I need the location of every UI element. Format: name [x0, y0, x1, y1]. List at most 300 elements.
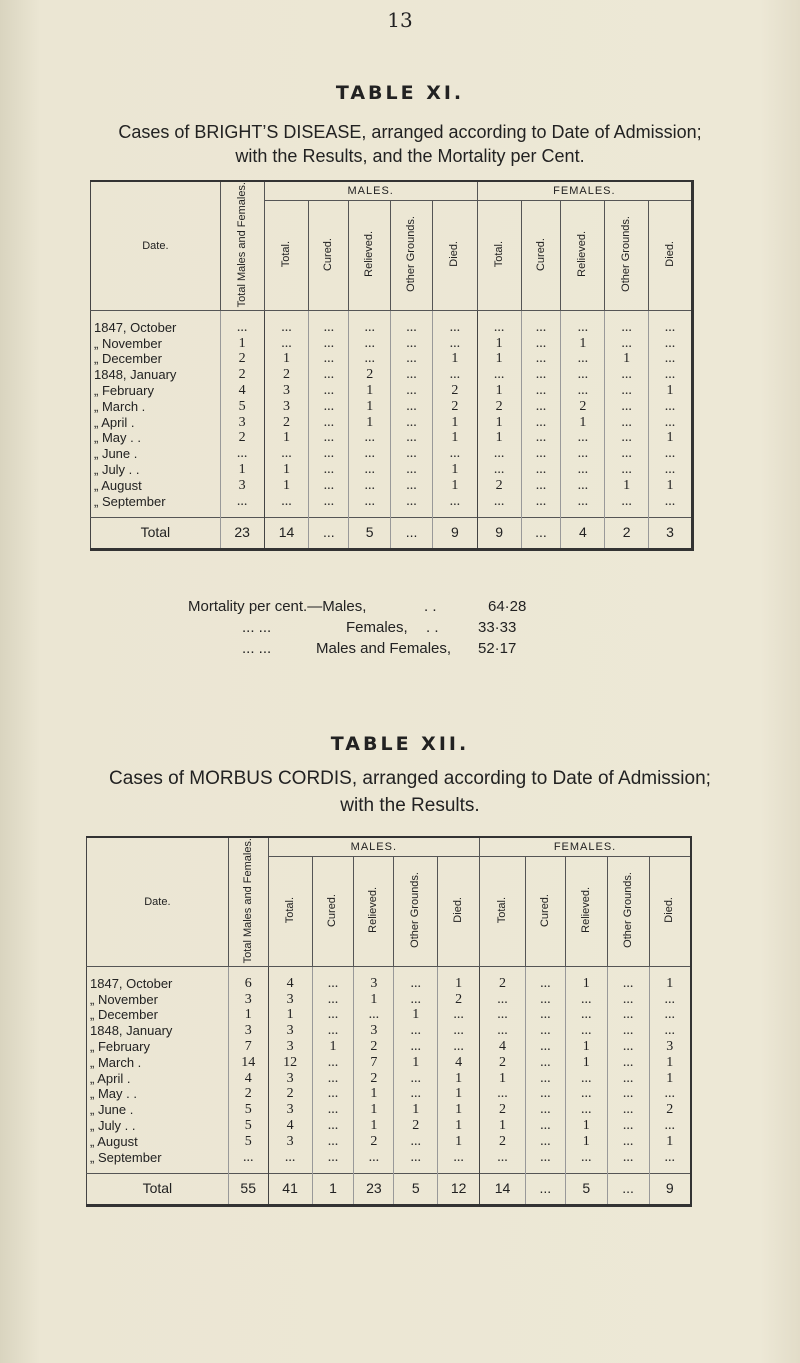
cell-total-mf: ... [228, 1149, 268, 1165]
col-total-mf-header: Total Males and Females. [220, 181, 264, 311]
cell-date: „ February [91, 383, 221, 399]
total-row [87, 1173, 692, 1205]
total-females-relieved: 5 [565, 1173, 607, 1205]
cell-males-cured: ... [312, 1118, 354, 1134]
cell-females-other: ... [607, 991, 649, 1007]
col-total-mf-header: Total Males and Females. [228, 837, 268, 967]
spacer-cell [91, 311, 221, 320]
cell-males-other: ... [394, 1070, 438, 1086]
cell-females-cured: ... [525, 1118, 565, 1134]
cell-date: „ March . [91, 398, 221, 414]
table-row [91, 398, 693, 414]
cell-females-total: ... [477, 319, 521, 335]
cell-females-died: ... [649, 319, 693, 335]
cell-females-total: ... [477, 446, 521, 462]
cell-males-other: ... [391, 351, 433, 367]
cell-total-mf: 5 [228, 1102, 268, 1118]
cell-males-died: ... [432, 493, 477, 509]
cell-females-cured: ... [525, 1007, 565, 1023]
spacer-cell [438, 1165, 480, 1174]
cell-total-mf: 7 [228, 1039, 268, 1055]
cell-males-died: ... [438, 1039, 480, 1055]
total-males-died: 9 [432, 517, 477, 549]
spacer-cell [312, 1165, 354, 1174]
cell-females-died: ... [649, 1086, 691, 1102]
cell-males-total: 1 [264, 462, 309, 478]
cell-date: „ June . [87, 1102, 229, 1118]
spacer-cell [605, 509, 649, 518]
spacer-cell [525, 1165, 565, 1174]
cell-total-mf: 3 [220, 477, 264, 493]
cell-females-died: ... [649, 462, 693, 478]
cell-females-died: 1 [649, 477, 693, 493]
cell-males-other: ... [391, 398, 433, 414]
table-row [91, 383, 693, 399]
cell-males-total: 12 [268, 1054, 312, 1070]
cell-males-cured: ... [312, 1086, 354, 1102]
cell-females-died: 3 [649, 1039, 691, 1055]
cell-females-cured: ... [525, 1149, 565, 1165]
cell-females-died: ... [649, 991, 691, 1007]
cell-males-died: 1 [432, 462, 477, 478]
cell-females-died: 1 [649, 1054, 691, 1070]
cell-males-other: 1 [394, 1007, 438, 1023]
cell-total-mf: 1 [220, 462, 264, 478]
cell-total-mf: 4 [220, 383, 264, 399]
cell-females-relieved: ... [561, 319, 605, 335]
table-11-caption [60, 120, 760, 168]
total-females-relieved: 4 [561, 517, 605, 549]
cell-males-total: 2 [264, 367, 309, 383]
mortality-males-label: Mortality per cent.—Males, [188, 598, 367, 615]
cell-females-cured: ... [525, 1102, 565, 1118]
cell-females-total: ... [480, 991, 526, 1007]
cell-females-total: 4 [480, 1039, 526, 1055]
cell-total-mf: 2 [228, 1086, 268, 1102]
cell-date: „ July . . [87, 1118, 229, 1134]
cell-females-cured: ... [521, 430, 561, 446]
table-row [87, 1039, 692, 1055]
cell-females-total: 1 [477, 414, 521, 430]
cell-females-died: 1 [649, 430, 693, 446]
cell-males-relieved: 2 [349, 367, 391, 383]
cell-females-cured: ... [525, 1070, 565, 1086]
spacer-cell [649, 509, 693, 518]
cell-females-other: ... [605, 446, 649, 462]
table-row [91, 493, 693, 509]
cell-date: 1848, January [87, 1023, 229, 1039]
males-group-header: MALES. [268, 837, 479, 857]
spacer-cell [309, 509, 349, 518]
total-total-mf: 55 [228, 1173, 268, 1205]
cell-males-cured: ... [312, 1070, 354, 1086]
cell-males-died: 1 [438, 1118, 480, 1134]
cell-males-other: 1 [394, 1102, 438, 1118]
cell-total-mf: 3 [228, 991, 268, 1007]
mortality-females-value: 33·33 [478, 619, 517, 636]
col-females-died-header: Died. [649, 857, 691, 967]
cell-females-cured: ... [525, 975, 565, 991]
total-date: Total [87, 1173, 229, 1205]
mortality-dots: . . [424, 598, 437, 615]
mortality-dots: . . [426, 619, 439, 636]
table-row [87, 991, 692, 1007]
table-11-caption-line2: with the Results, and the Mortality per Cent. [235, 146, 585, 166]
cell-males-cured: ... [309, 367, 349, 383]
cell-total-mf: 2 [220, 430, 264, 446]
cell-males-relieved: 1 [354, 1102, 394, 1118]
cell-females-other: ... [607, 1086, 649, 1102]
cell-females-other: ... [607, 1023, 649, 1039]
spacer-cell [220, 311, 264, 320]
spacer-cell [649, 1165, 691, 1174]
cell-females-relieved: 1 [565, 1133, 607, 1149]
spacer-cell [565, 1165, 607, 1174]
cell-males-other: ... [391, 493, 433, 509]
cell-females-died: 1 [649, 383, 693, 399]
cell-females-other: ... [605, 367, 649, 383]
mortality-females-label: Females, [346, 619, 408, 636]
cell-males-died: 1 [432, 430, 477, 446]
total-males-cured: 1 [312, 1173, 354, 1205]
cell-females-relieved: ... [565, 991, 607, 1007]
cell-females-died: ... [649, 493, 693, 509]
cell-males-cured: 1 [312, 1039, 354, 1055]
cell-females-relieved: ... [565, 1007, 607, 1023]
cell-females-cured: ... [521, 398, 561, 414]
mortality-lead-dots: ... ... [242, 619, 272, 636]
cell-females-cured: ... [525, 1133, 565, 1149]
spacer-cell [220, 509, 264, 518]
table-row [91, 462, 693, 478]
cell-males-died: 1 [438, 1070, 480, 1086]
table-11 [90, 180, 694, 551]
cell-females-relieved: 1 [561, 414, 605, 430]
cell-females-other: ... [607, 1149, 649, 1165]
table-row [91, 414, 693, 430]
cell-females-died: ... [649, 414, 693, 430]
cell-males-died: ... [438, 1007, 480, 1023]
cell-females-relieved: ... [561, 367, 605, 383]
spacer-cell [391, 311, 433, 320]
cell-date: „ September [91, 493, 221, 509]
cell-females-relieved: ... [561, 383, 605, 399]
cell-males-cured: ... [312, 1149, 354, 1165]
cell-females-relieved: ... [561, 493, 605, 509]
spacer-cell [228, 1165, 268, 1174]
table-row [91, 477, 693, 493]
cell-males-total: 1 [268, 1007, 312, 1023]
cell-females-died: 1 [649, 1133, 691, 1149]
spacer-cell [477, 509, 521, 518]
total-males-relieved: 5 [349, 517, 391, 549]
cell-total-mf: 5 [220, 398, 264, 414]
cell-males-cured: ... [312, 1023, 354, 1039]
cell-males-total: ... [264, 335, 309, 351]
cell-date: 1847, October [91, 319, 221, 335]
spacer-cell [228, 967, 268, 976]
table-row [87, 1149, 692, 1165]
cell-total-mf: ... [220, 446, 264, 462]
cell-total-mf: 6 [228, 975, 268, 991]
cell-females-cured: ... [521, 367, 561, 383]
col-date-header: Date. [87, 837, 229, 967]
cell-females-died: ... [649, 398, 693, 414]
cell-males-cured: ... [309, 383, 349, 399]
cell-males-died: ... [432, 367, 477, 383]
total-date: Total [91, 517, 221, 549]
total-males-other: ... [391, 517, 433, 549]
spacer-cell [605, 311, 649, 320]
cell-males-total: 3 [268, 1070, 312, 1086]
cell-date: „ May . . [87, 1086, 229, 1102]
cell-females-total: 2 [480, 975, 526, 991]
cell-females-other: ... [605, 493, 649, 509]
cell-males-other: ... [391, 335, 433, 351]
cell-date: „ November [87, 991, 229, 1007]
cell-males-other: ... [394, 991, 438, 1007]
cell-males-relieved: ... [349, 430, 391, 446]
cell-males-cured: ... [312, 975, 354, 991]
spacer-cell [264, 311, 309, 320]
table-12-heading: TABLE XII. [330, 733, 470, 755]
cell-total-mf: 2 [220, 351, 264, 367]
cell-date: „ December [87, 1007, 229, 1023]
cell-females-other: ... [605, 335, 649, 351]
cell-males-died: ... [432, 446, 477, 462]
spacer-row [87, 967, 692, 976]
spacer-cell [391, 509, 433, 518]
cell-males-total: ... [264, 446, 309, 462]
spacer-cell [91, 509, 221, 518]
cell-females-relieved: ... [561, 351, 605, 367]
cell-females-died: ... [649, 446, 693, 462]
table-row [87, 1023, 692, 1039]
spacer-cell [264, 509, 309, 518]
cell-males-relieved: 1 [349, 414, 391, 430]
cell-females-cured: ... [521, 462, 561, 478]
cell-males-other: ... [391, 383, 433, 399]
total-females-other: 2 [605, 517, 649, 549]
cell-females-other: ... [605, 414, 649, 430]
total-males-total: 41 [268, 1173, 312, 1205]
col-females-total-header: Total. [477, 201, 521, 311]
spacer-cell [309, 311, 349, 320]
cell-date: „ March . [87, 1054, 229, 1070]
table-row [87, 1070, 692, 1086]
cell-females-total: ... [480, 1149, 526, 1165]
cell-males-died: ... [432, 319, 477, 335]
cell-females-total: ... [480, 1086, 526, 1102]
cell-females-relieved: 1 [565, 1054, 607, 1070]
cell-females-relieved: 1 [561, 335, 605, 351]
cell-females-relieved: ... [565, 1149, 607, 1165]
cell-males-died: 1 [432, 414, 477, 430]
cell-males-relieved: ... [349, 493, 391, 509]
cell-females-relieved: 1 [565, 975, 607, 991]
cell-total-mf: 4 [228, 1070, 268, 1086]
cell-males-other: ... [391, 319, 433, 335]
total-females-cured: ... [525, 1173, 565, 1205]
cell-males-relieved: ... [354, 1007, 394, 1023]
cell-males-total: 1 [264, 430, 309, 446]
cell-males-cured: ... [309, 462, 349, 478]
mortality-both-label: Males and Females, [316, 640, 452, 657]
cell-males-died: 1 [438, 975, 480, 991]
col-males-cured-header: Cured. [312, 857, 354, 967]
cell-females-other: ... [607, 1039, 649, 1055]
cell-males-relieved: 1 [354, 991, 394, 1007]
table-row [87, 1086, 692, 1102]
cell-males-died: ... [432, 335, 477, 351]
mortality-both-value: 52·17 [478, 640, 517, 657]
spacer-cell [525, 967, 565, 976]
cell-males-died: 1 [438, 1086, 480, 1102]
cell-males-died: ... [438, 1149, 480, 1165]
cell-males-other: ... [391, 446, 433, 462]
cell-males-cured: ... [312, 1007, 354, 1023]
cell-females-total: 2 [480, 1133, 526, 1149]
col-males-died-header: Died. [432, 201, 477, 311]
cell-males-relieved: 1 [349, 398, 391, 414]
cell-females-total: 1 [477, 430, 521, 446]
cell-males-died: 1 [438, 1133, 480, 1149]
cell-males-relieved: 3 [354, 1023, 394, 1039]
cell-males-total: 2 [268, 1086, 312, 1102]
cell-males-other: ... [391, 430, 433, 446]
spacer-cell [432, 311, 477, 320]
cell-males-total: 3 [268, 1102, 312, 1118]
cell-date: „ November [91, 335, 221, 351]
cell-males-relieved: ... [349, 446, 391, 462]
cell-total-mf: 14 [228, 1054, 268, 1070]
table-row [87, 975, 692, 991]
cell-females-total: ... [480, 1007, 526, 1023]
cell-females-total: 2 [477, 398, 521, 414]
cell-females-cured: ... [521, 493, 561, 509]
cell-total-mf: 5 [228, 1118, 268, 1134]
total-females-other: ... [607, 1173, 649, 1205]
cell-males-other: ... [391, 367, 433, 383]
cell-males-cured: ... [309, 335, 349, 351]
spacer-cell [438, 967, 480, 976]
cell-females-other: ... [605, 383, 649, 399]
cell-females-relieved: ... [565, 1023, 607, 1039]
cell-females-cured: ... [521, 335, 561, 351]
cell-females-other: 1 [605, 477, 649, 493]
table-row [87, 1054, 692, 1070]
cell-females-total: 1 [477, 383, 521, 399]
cell-males-other: ... [391, 414, 433, 430]
females-group-header: FEMALES. [480, 837, 691, 857]
cell-males-other: 1 [394, 1054, 438, 1070]
cell-date: „ May . . [91, 430, 221, 446]
mortality-block [188, 596, 608, 662]
cell-females-other: ... [607, 1102, 649, 1118]
table-row [91, 351, 693, 367]
females-group-header: FEMALES. [477, 181, 692, 201]
total-row [91, 517, 693, 549]
cell-males-relieved: 2 [354, 1070, 394, 1086]
cell-females-total: ... [480, 1023, 526, 1039]
cell-females-cured: ... [521, 477, 561, 493]
table-row [87, 1118, 692, 1134]
cell-females-total: 1 [477, 351, 521, 367]
cell-females-cured: ... [521, 383, 561, 399]
cell-date: „ July . . [91, 462, 221, 478]
cell-total-mf: 3 [228, 1023, 268, 1039]
col-males-cured-header: Cured. [309, 201, 349, 311]
cell-date: „ April . [87, 1070, 229, 1086]
cell-males-died: 2 [432, 398, 477, 414]
cell-males-relieved: 7 [354, 1054, 394, 1070]
total-males-relieved: 23 [354, 1173, 394, 1205]
cell-females-cured: ... [525, 1086, 565, 1102]
cell-males-cured: ... [309, 319, 349, 335]
spacer-cell [394, 967, 438, 976]
table-12-caption [60, 765, 760, 819]
col-males-total-header: Total. [264, 201, 309, 311]
cell-females-total: ... [477, 367, 521, 383]
cell-males-cured: ... [309, 351, 349, 367]
spacer-cell [432, 509, 477, 518]
spacer-row [91, 311, 693, 320]
col-males-relieved-header: Relieved. [349, 201, 391, 311]
cell-females-total: ... [477, 462, 521, 478]
table-11-caption-line1: Cases of BRIGHT’S DISEASE, arranged according to Date of Admission; [118, 122, 702, 142]
total-males-cured: ... [309, 517, 349, 549]
table-12 [86, 836, 692, 1207]
cell-females-total: 2 [477, 477, 521, 493]
cell-males-other: ... [394, 1133, 438, 1149]
cell-total-mf: 1 [220, 335, 264, 351]
cell-date: 1848, January [91, 367, 221, 383]
cell-males-total: 3 [268, 991, 312, 1007]
cell-males-total: 3 [268, 1133, 312, 1149]
spacer-cell [521, 311, 561, 320]
cell-females-other: ... [605, 462, 649, 478]
cell-females-died: ... [649, 367, 693, 383]
cell-females-other: ... [607, 1007, 649, 1023]
spacer-cell [561, 509, 605, 518]
table-row [87, 1133, 692, 1149]
col-males-other-header: Other Grounds. [391, 201, 433, 311]
col-males-other-header: Other Grounds. [394, 857, 438, 967]
cell-females-died: ... [649, 351, 693, 367]
cell-females-relieved: ... [565, 1086, 607, 1102]
cell-females-total: 2 [480, 1054, 526, 1070]
spacer-cell [354, 1165, 394, 1174]
cell-males-died: 1 [432, 477, 477, 493]
cell-males-total: 1 [264, 477, 309, 493]
total-females-total: 9 [477, 517, 521, 549]
cell-females-cured: ... [525, 1054, 565, 1070]
cell-males-other: ... [391, 477, 433, 493]
cell-males-relieved: 2 [354, 1133, 394, 1149]
col-females-other-header: Other Grounds. [607, 857, 649, 967]
cell-total-mf: ... [220, 319, 264, 335]
cell-males-other: ... [394, 1023, 438, 1039]
cell-females-died: ... [649, 1023, 691, 1039]
cell-females-died: 1 [649, 975, 691, 991]
total-males-total: 14 [264, 517, 309, 549]
cell-males-total: 3 [268, 1039, 312, 1055]
cell-males-relieved: 1 [354, 1086, 394, 1102]
cell-males-relieved: 1 [354, 1118, 394, 1134]
cell-males-total: ... [264, 319, 309, 335]
cell-males-died: 2 [438, 991, 480, 1007]
cell-females-other: ... [605, 398, 649, 414]
